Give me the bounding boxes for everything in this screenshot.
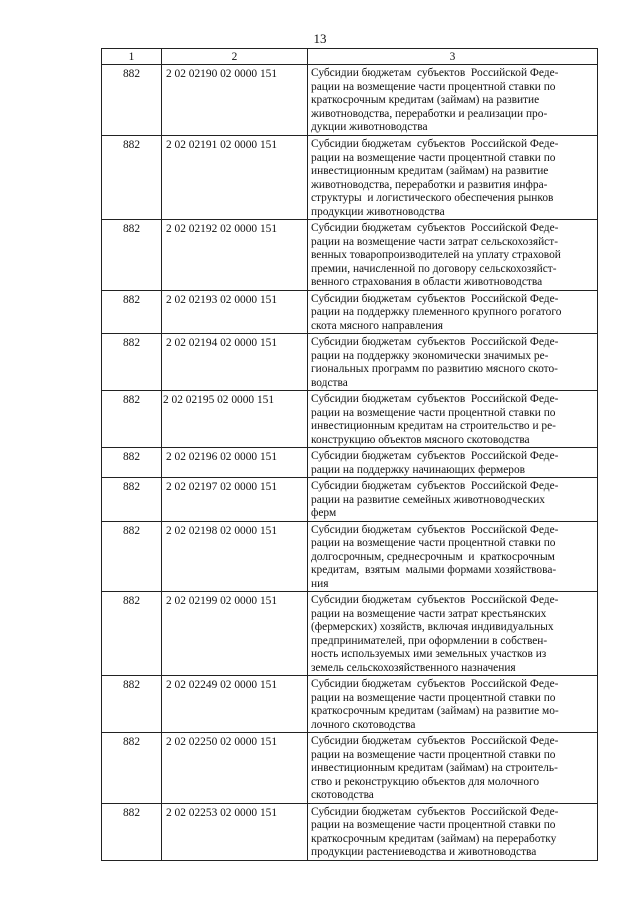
description-line: премии, начисленной по договору сельскохозяйст- <box>311 262 557 275</box>
budget-code-cell: 2 02 02253 02 0000 151 <box>162 803 308 860</box>
budget-code-cell: 2 02 02199 02 0000 151 <box>162 592 308 676</box>
description-line: конструкцию объектов мясного скотоводства <box>311 433 530 446</box>
description-line: кредитам, взятым малыми формами хозяйствова- <box>311 564 557 576</box>
budget-code-cell: 2 02 02191 02 0000 151 <box>162 136 308 220</box>
column-header-2: 2 <box>162 49 308 65</box>
description-line: рации на возмещение части процентной ставки по <box>311 748 556 761</box>
description-line: ность используемых ими земельных участков из <box>311 648 547 660</box>
description-cell <box>308 592 598 676</box>
description-line: скотоводства <box>311 789 374 801</box>
budget-classification-table <box>101 48 598 861</box>
admin-code-cell: 882 <box>102 478 162 522</box>
admin-code-cell: 882 <box>102 220 162 291</box>
description-line: Субсидии бюджетам субъектов Российской Феде- <box>311 805 559 818</box>
description-cell <box>308 803 598 860</box>
admin-code-cell: 882 <box>102 676 162 733</box>
description-line: венных товаропроизводителей на уплату страховой <box>311 249 561 261</box>
table-row <box>102 136 598 220</box>
description-line: рации на возмещение части затрат крестьянских <box>311 607 547 620</box>
description-line: Субсидии бюджетам субъектов Российской Феде- <box>311 480 559 492</box>
description-line: инвестиционным кредитам на строительство и ре- <box>311 420 556 432</box>
budget-code-cell: 2 02 02190 02 0000 151 <box>162 65 308 136</box>
page-number: 13 <box>313 31 327 46</box>
description-cell <box>308 290 598 334</box>
description-line: рации на поддержку экономически значимых ре- <box>311 349 549 362</box>
description-cell <box>308 391 598 448</box>
budget-code-cell: 2 02 02250 02 0000 151 <box>162 733 308 804</box>
table-row <box>102 676 598 733</box>
description-line: рации на поддержку начинающих фермеров <box>311 463 526 476</box>
description-cell <box>308 521 598 592</box>
table-row <box>102 592 598 676</box>
description-cell <box>308 65 598 136</box>
description-cell <box>308 334 598 391</box>
table-row <box>102 391 598 448</box>
description-line: венного страхования в области животноводства <box>311 276 543 288</box>
admin-code-cell: 882 <box>102 521 162 592</box>
description-line: животноводства, переработки и реализации про- <box>311 107 548 120</box>
description-line: Субсидии бюджетам субъектов Российской Феде- <box>311 594 559 606</box>
description-line: структуры и логистического обеспечения рынков <box>311 192 554 204</box>
admin-code-cell: 882 <box>102 592 162 676</box>
admin-code-cell: 882 <box>102 136 162 220</box>
table-row <box>102 478 598 522</box>
table-row <box>102 448 598 478</box>
description-line: ство и реконструкцию объектов для молочного <box>311 775 540 788</box>
description-line: водства <box>311 376 348 389</box>
description-line: Субсидии бюджетам субъектов Российской Феде- <box>311 222 559 234</box>
description-line: Субсидии бюджетам субъектов Российской Феде- <box>311 336 559 348</box>
description-line: гиональных программ по развитию мясного ското- <box>311 363 558 375</box>
description-line: рации на возмещение части затрат сельскохозяйст- <box>311 235 558 248</box>
description-line: рации на возмещение части процентной ставки по <box>311 406 556 419</box>
description-line: ния <box>311 577 329 590</box>
description-line: рации на возмещение части процентной ставки по <box>311 80 556 93</box>
description-line: рации на возмещение части процентной ставки по <box>311 151 556 164</box>
table-row <box>102 334 598 391</box>
admin-code-cell: 882 <box>102 290 162 334</box>
description-line: земель сельскохозяйственного назначения <box>311 661 516 674</box>
description-line: краткосрочным кредитам (займам) на переработку <box>311 832 557 845</box>
column-header-1: 1 <box>102 49 162 65</box>
table-row <box>102 65 598 136</box>
description-line: рации на возмещение части процентной ставки по <box>311 819 556 831</box>
description-line: краткосрочным кредитам (займам) на развитие <box>311 94 540 106</box>
description-line: Субсидии бюджетам субъектов Российской Феде- <box>311 393 559 405</box>
description-cell <box>308 676 598 733</box>
description-line: Субсидии бюджетам субъектов Российской Феде- <box>311 523 559 536</box>
table-row <box>102 521 598 592</box>
budget-code-cell: 2 02 02194 02 0000 151 <box>162 334 308 391</box>
description-line: Субсидии бюджетам субъектов Российской Феде- <box>311 678 559 690</box>
column-header-3: 3 <box>308 49 598 65</box>
table-row <box>102 290 598 334</box>
table-row <box>102 733 598 804</box>
description-line: Субсидии бюджетам субъектов Российской Феде- <box>311 292 559 305</box>
description-line: Субсидии бюджетам субъектов Российской Феде- <box>311 67 559 79</box>
description-line: рации на возмещение части процентной ставки по <box>311 691 556 704</box>
description-line: животноводства, переработки и развития инфра- <box>311 178 548 191</box>
description-cell <box>308 220 598 291</box>
description-line: инвестиционным кредитам (займам) на строитель- <box>311 762 558 774</box>
description-line: предпринимателей, при оформлении в собствен- <box>311 634 548 647</box>
admin-code-cell: 882 <box>102 391 162 448</box>
description-line: рации на развитие семейных животноводческих <box>311 493 545 506</box>
description-line: Субсидии бюджетам субъектов Российской Феде- <box>311 735 559 747</box>
description-line: (фермерских) хозяйств, включая индивидуальных <box>311 621 554 633</box>
description-line: продукции растениеводства и животноводства <box>311 846 537 858</box>
description-line: краткосрочным кредитам (займам) на развитие мо- <box>311 705 559 717</box>
admin-code-cell: 882 <box>102 803 162 860</box>
admin-code-cell: 882 <box>102 334 162 391</box>
description-cell <box>308 733 598 804</box>
description-line: Субсидии бюджетам субъектов Российской Феде- <box>311 450 559 462</box>
admin-code-cell: 882 <box>102 65 162 136</box>
description-cell <box>308 478 598 522</box>
description-line: инвестиционным кредитам (займам) на развитие <box>311 165 549 177</box>
description-line: продукции животноводства <box>311 205 445 218</box>
table-row <box>102 220 598 291</box>
table-row <box>102 803 598 860</box>
description-line: ферм <box>311 507 337 519</box>
description-line: скота мясного направления <box>311 319 444 332</box>
admin-code-cell: 882 <box>102 733 162 804</box>
description-line: рации на возмещение части процентной ставки по <box>311 537 556 549</box>
description-line: долгосрочным, среднесрочным и краткосрочным <box>311 550 555 563</box>
admin-code-cell: 882 <box>102 448 162 478</box>
description-line: Субсидии бюджетам субъектов Российской Феде- <box>311 138 559 150</box>
table-header-row <box>102 49 598 65</box>
budget-code-cell: 2 02 02193 02 0000 151 <box>162 290 308 334</box>
description-line: лочного скотоводства <box>311 718 416 731</box>
description-cell <box>308 136 598 220</box>
description-line: дукции животноводства <box>311 121 428 133</box>
budget-code-cell: 2 02 02198 02 0000 151 <box>162 521 308 592</box>
budget-code-cell: 2 02 02196 02 0000 151 <box>162 448 308 478</box>
budget-code-cell: 2 02 02249 02 0000 151 <box>162 676 308 733</box>
description-line: рации на поддержку племенного крупного рогатого <box>311 306 562 318</box>
budget-code-cell: 2 02 02195 02 0000 151 <box>162 391 308 448</box>
budget-code-cell: 2 02 02197 02 0000 151 <box>162 478 308 522</box>
budget-code-cell: 2 02 02192 02 0000 151 <box>162 220 308 291</box>
description-cell <box>308 448 598 478</box>
